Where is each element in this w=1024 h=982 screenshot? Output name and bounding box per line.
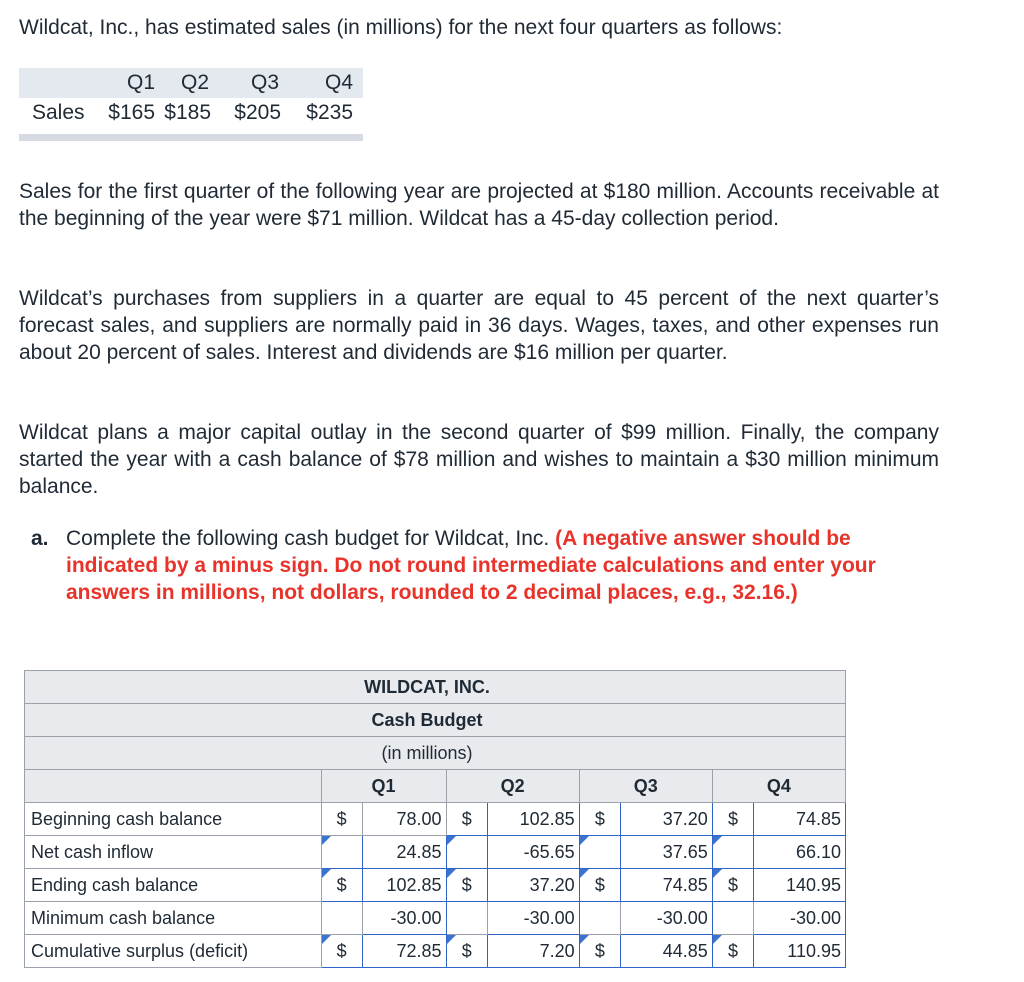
sales-row <box>19 98 363 128</box>
currency-symbol: $ <box>321 935 362 968</box>
minimum-cash-q3-input[interactable]: -30.00 <box>621 902 713 935</box>
intro-text: Wildcat, Inc., has estimated sales (in millions) for the next four quarters as follows: <box>19 16 783 39</box>
ending-cash-q1-input[interactable]: 102.85 <box>362 869 446 902</box>
sales-value-q1: $165 <box>108 101 155 124</box>
currency-symbol: $ <box>712 869 753 902</box>
minimum-cash-q2-input[interactable]: -30.00 <box>487 902 579 935</box>
question-instruction: (A negative answer should be indicated by a minus sign. Do not round intermediate calculations and enter your answers in millions, not dollars, rounded to 2 decimal places, e.g., 32.16.) <box>66 527 876 604</box>
beginning-cash-q1: 78.00 <box>362 803 446 836</box>
question-text: Complete the following cash budget for Wildcat, Inc. <box>66 527 556 550</box>
budget-title-row <box>25 704 846 737</box>
sales-header-q2: Q2 <box>180 71 209 94</box>
question-a <box>31 525 941 606</box>
budget-company: WILDCAT, INC. <box>25 671 846 704</box>
question-label: a. <box>31 527 49 550</box>
ending-cash-q2-input[interactable]: 37.20 <box>487 869 579 902</box>
ending-cash-q4-input[interactable]: 140.95 <box>754 869 846 902</box>
budget-row-label: Beginning cash balance <box>25 803 322 836</box>
currency-symbol: $ <box>321 803 362 836</box>
sales-value-q3: $205 <box>234 101 281 124</box>
beginning-cash-q4-input[interactable]: 74.85 <box>754 803 846 836</box>
net-inflow-q2-input[interactable]: -65.65 <box>487 836 579 869</box>
budget-row-ending-cash <box>25 869 846 902</box>
currency-symbol: $ <box>712 935 753 968</box>
surplus-q2-input[interactable]: 7.20 <box>487 935 579 968</box>
budget-title: Cash Budget <box>25 704 846 737</box>
sales-value-q2: $185 <box>164 101 211 124</box>
minimum-cash-q1-input[interactable]: -30.00 <box>362 902 446 935</box>
ending-cash-q3-input[interactable]: 74.85 <box>621 869 713 902</box>
budget-row-cumulative-surplus <box>25 935 846 968</box>
budget-header-q2: Q2 <box>446 770 579 803</box>
currency-symbol: $ <box>579 803 620 836</box>
currency-symbol: $ <box>579 869 620 902</box>
net-inflow-q3-input[interactable]: 37.65 <box>621 836 713 869</box>
sales-header-row <box>19 68 363 98</box>
budget-company-row <box>25 671 846 704</box>
surplus-q1-input[interactable]: 72.85 <box>362 935 446 968</box>
budget-row-net-cash-inflow <box>25 836 846 869</box>
sales-header-q4: Q4 <box>324 71 353 94</box>
budget-row-beginning-cash <box>25 803 846 836</box>
paragraph-capital-outlay: Wildcat plans a major capital outlay in the second quarter of $99 million. Finally, the company started the year with a cash balance of $78 million and wishes to maintain a $30 million minimum balance. <box>19 421 939 498</box>
surplus-q3-input[interactable]: 44.85 <box>621 935 713 968</box>
net-inflow-q1-input[interactable]: 24.85 <box>362 836 446 869</box>
sales-header-q1: Q1 <box>126 71 155 94</box>
budget-row-minimum-cash <box>25 902 846 935</box>
currency-symbol: $ <box>446 869 487 902</box>
budget-header-q3: Q3 <box>579 770 712 803</box>
budget-header-q4: Q4 <box>712 770 845 803</box>
budget-header-q1: Q1 <box>321 770 446 803</box>
sales-table <box>19 68 363 128</box>
beginning-cash-q2-input[interactable]: 102.85 <box>487 803 579 836</box>
currency-symbol: $ <box>321 869 362 902</box>
paragraph-purchases: Wildcat’s purchases from suppliers in a quarter are equal to 45 percent of the next quarter’s forecast sales, and suppliers are normally paid in 36 days. Wages, taxes, and other expenses run about 20 percent of sales. Interest and dividends are $16 million per quarter. <box>19 287 939 364</box>
beginning-cash-q3-input[interactable]: 37.20 <box>621 803 713 836</box>
sales-table-bottom-rule <box>19 134 363 141</box>
sales-header-q3: Q3 <box>250 71 279 94</box>
surplus-q4-input[interactable]: 110.95 <box>754 935 846 968</box>
minimum-cash-q4-input[interactable]: -30.00 <box>754 902 846 935</box>
paragraph-receivables: Sales for the first quarter of the following year are projected at $180 million. Accounts receivable at the beginning of the year were $71 million. Wildcat has a 45-day collection period. <box>19 180 939 230</box>
sales-row-label: Sales <box>32 101 85 124</box>
sales-value-q4: $235 <box>306 101 353 124</box>
currency-symbol: $ <box>579 935 620 968</box>
currency-symbol: $ <box>446 803 487 836</box>
net-inflow-q4-input[interactable]: 66.10 <box>754 836 846 869</box>
budget-units: (in millions) <box>25 737 846 770</box>
cash-budget-table <box>24 670 846 968</box>
currency-symbol: $ <box>712 803 753 836</box>
budget-units-row <box>25 737 846 770</box>
budget-row-label: Ending cash balance <box>25 869 322 902</box>
budget-row-label: Net cash inflow <box>25 836 322 869</box>
budget-row-label: Cumulative surplus (deficit) <box>25 935 322 968</box>
budget-row-label: Minimum cash balance <box>25 902 322 935</box>
currency-symbol: $ <box>446 935 487 968</box>
budget-quarter-header-row <box>25 770 846 803</box>
